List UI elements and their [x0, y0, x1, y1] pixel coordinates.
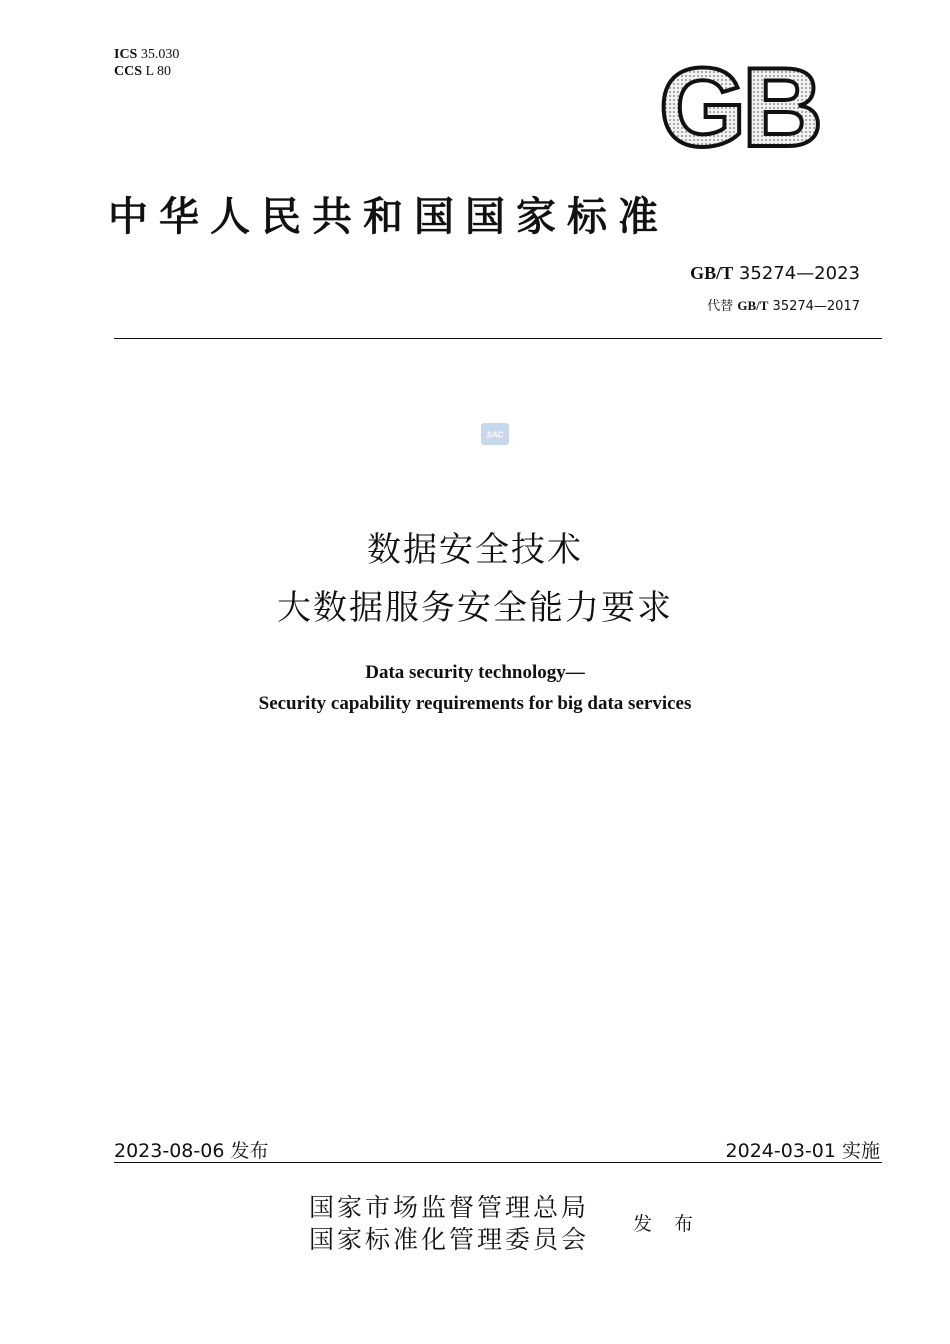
title-zh-line1: 数据安全技术 [367, 530, 583, 570]
title-en-line1: Data security technology— [365, 662, 585, 683]
sac-watermark-icon [481, 423, 509, 445]
issuer-line2: 国家标准化管理委员会 [309, 1225, 590, 1254]
sac-watermark-text: SAC [486, 430, 504, 440]
title-zh-line2: 大数据服务安全能力要求 [277, 588, 673, 628]
standard-prefix: GB/T [690, 263, 734, 283]
gb-logo-text: GB [659, 58, 819, 154]
ics-label: ICS [114, 47, 138, 62]
publish-date [114, 1136, 268, 1163]
gb-logo [644, 58, 834, 154]
replaces-number: 35274—2017 [772, 299, 860, 314]
replaces-prefix: GB/T [737, 298, 769, 313]
standard-number [690, 263, 860, 284]
publish-date-label: 发布 [230, 1140, 269, 1162]
issue-verb: 发 布 [633, 1213, 702, 1235]
implement-date [726, 1136, 880, 1163]
replaces-label: 代替 [707, 299, 734, 314]
standard-number-value: 35274—2023 [738, 263, 860, 284]
publish-date-value: 2023-08-06 [114, 1140, 225, 1162]
implement-date-label: 实施 [841, 1140, 880, 1162]
title-en-line2: Security capability requirements for big data services [258, 693, 692, 714]
national-standard-title: 中华人民共和国国家标准 [108, 193, 669, 240]
ics-code: 35.030 [140, 47, 180, 62]
classification-codes [114, 46, 179, 80]
footer-divider [114, 1162, 882, 1163]
ics-line [114, 46, 179, 63]
header-divider [114, 338, 882, 339]
issuing-authorities [309, 1192, 589, 1256]
replaces-note [707, 295, 860, 314]
ccs-label: CCS [114, 64, 143, 79]
ccs-code: L 80 [145, 64, 172, 79]
issuer-line1: 国家市场监督管理总局 [309, 1193, 590, 1222]
implement-date-value: 2024-03-01 [725, 1140, 836, 1162]
ccs-line [114, 63, 179, 80]
